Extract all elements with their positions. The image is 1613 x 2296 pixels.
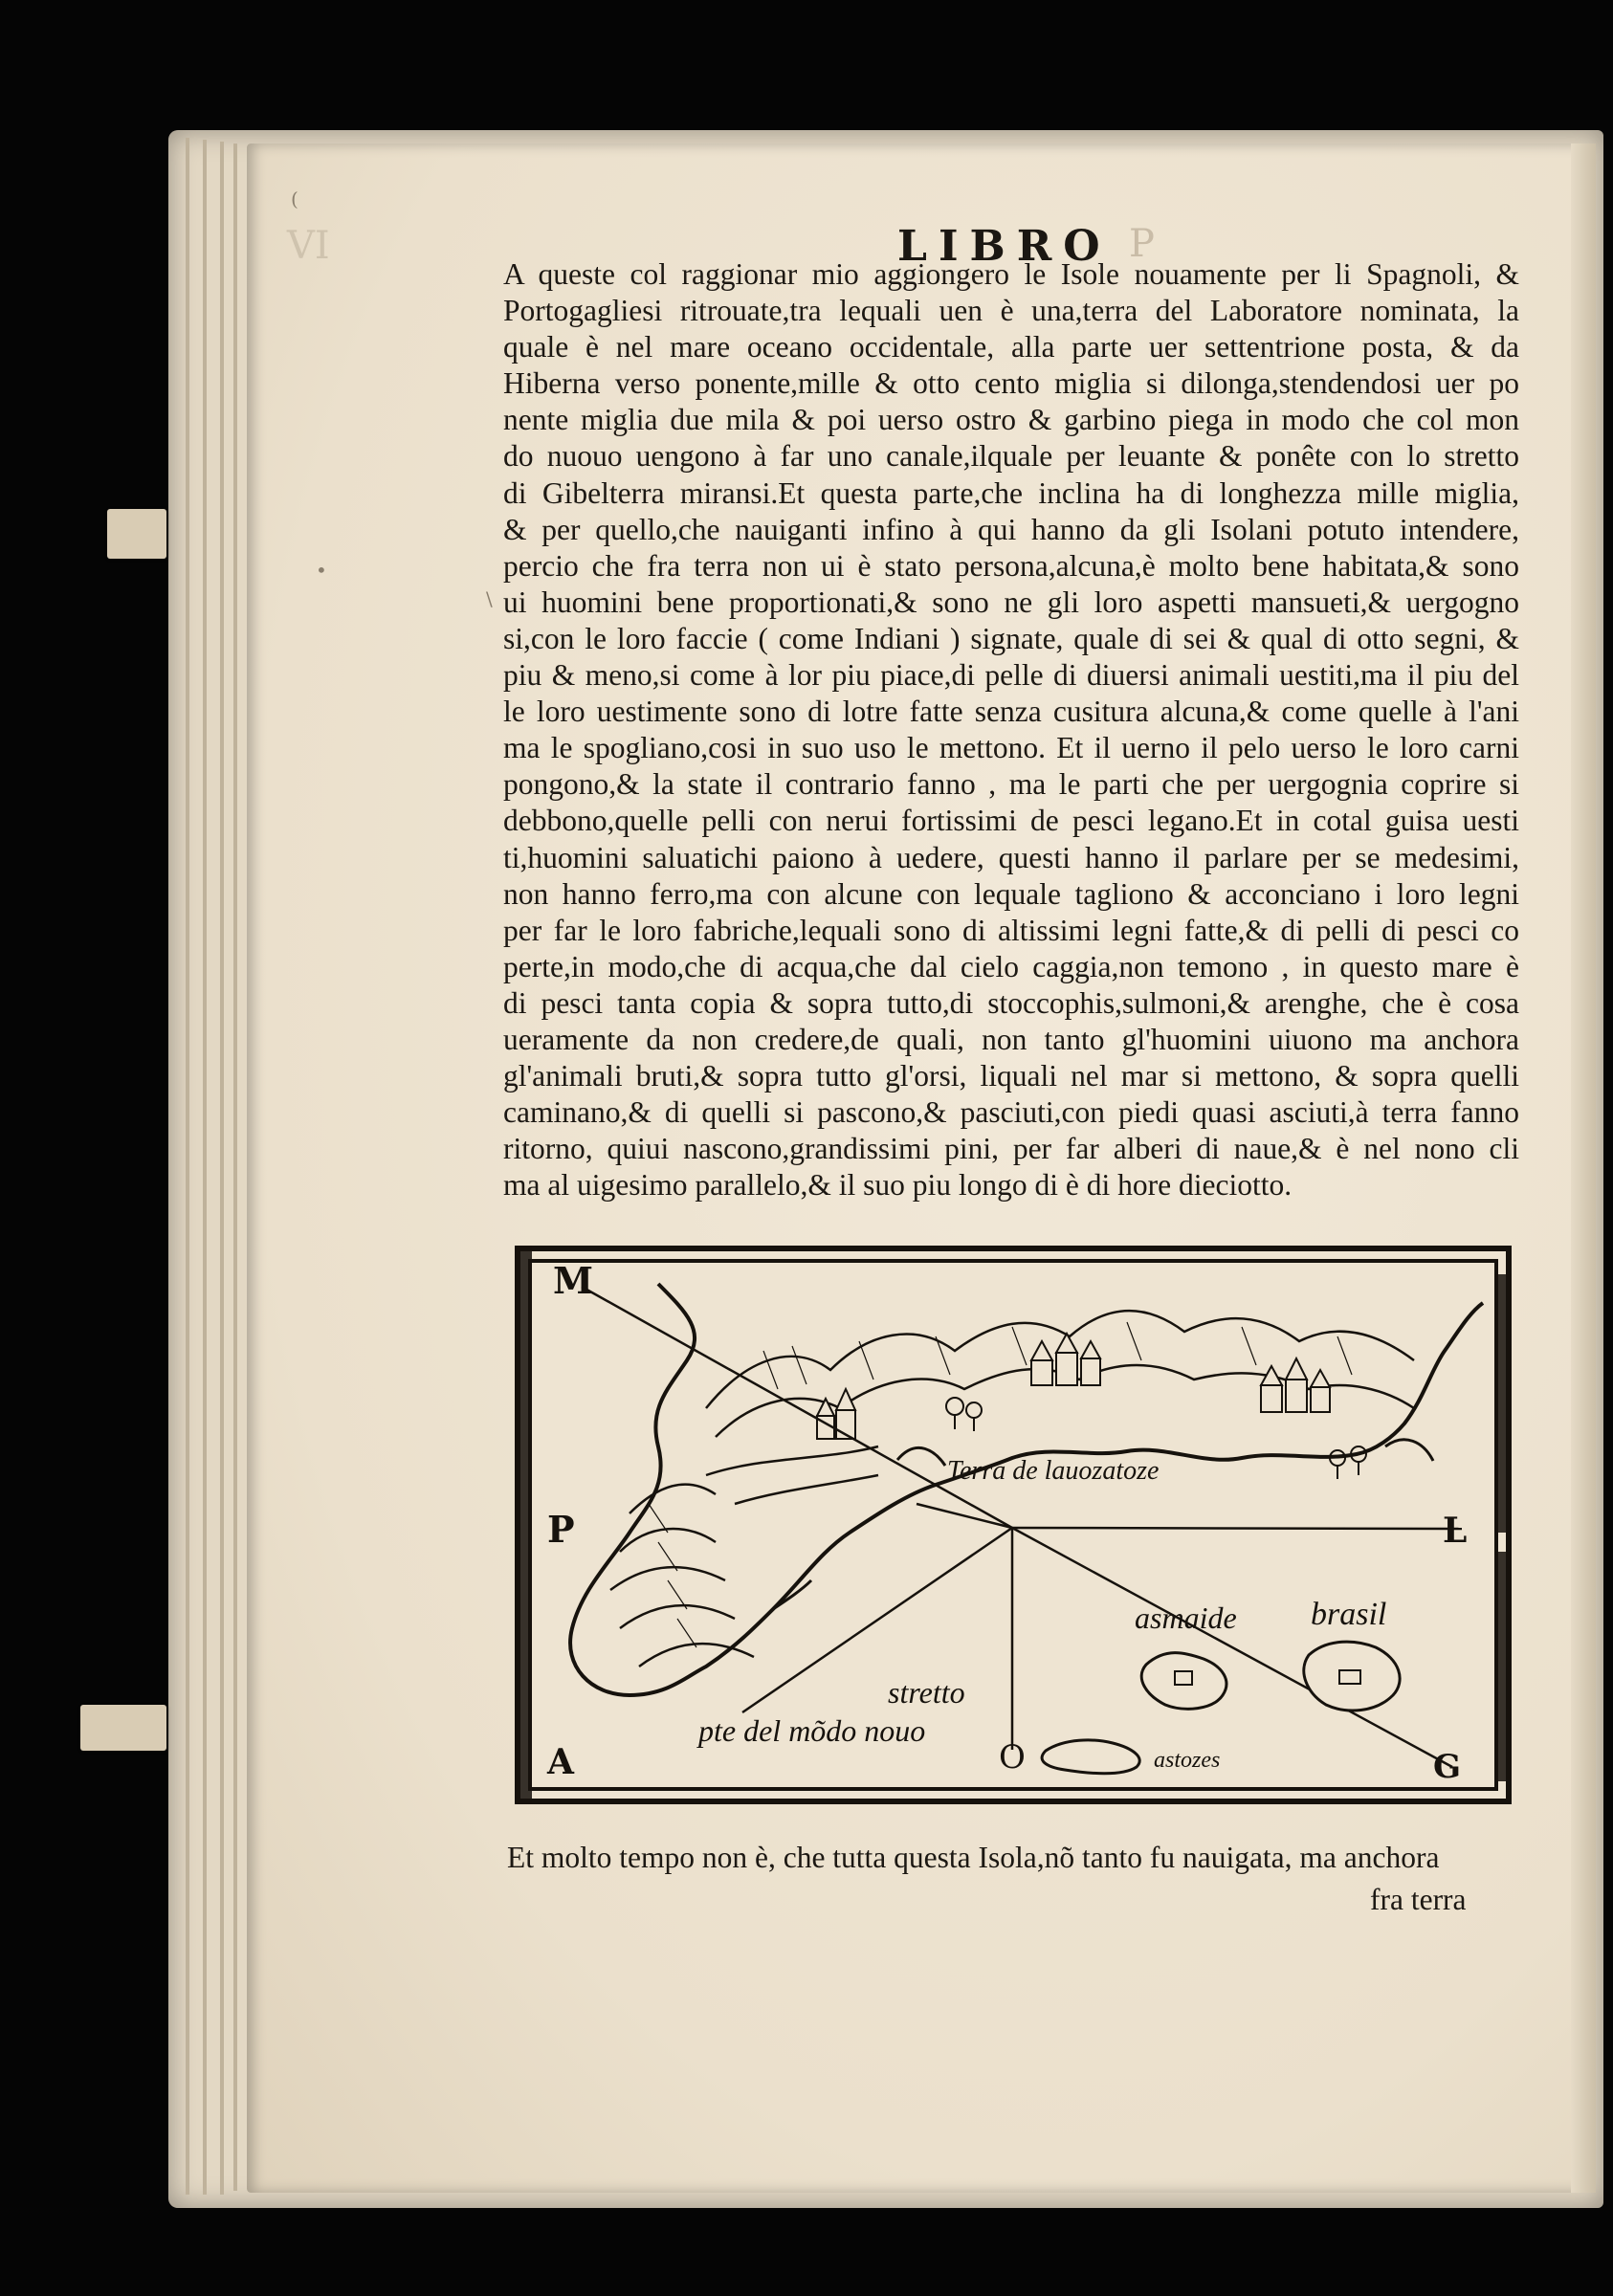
page-edge-right <box>1571 144 1596 2193</box>
page-edge-line <box>220 142 224 2195</box>
text-line: pongono,& la state il contrario fanno , ma le parti che per uergognia coprire si <box>503 767 1519 802</box>
text-line: nente miglia due mila & poi uerso ostro & garbino piega in modo che col mon <box>503 403 1519 437</box>
page-edge-line <box>233 144 237 2191</box>
map-svg <box>515 1246 1512 1804</box>
paper-tab <box>80 1705 166 1751</box>
caption-line: Et molto tempo non è, che tutta questa Isola,nõ tanto fu nauigata, ma anchora <box>507 1841 1440 1874</box>
text-line: percio che fra terra non ui è stato persona,alcuna,è molto bene habitata,& sono <box>503 548 1519 583</box>
text-line: gl'animali bruti,& sopra tutto gl'orsi, liquali nel mar si mettono, & sopra quelli <box>503 1059 1519 1093</box>
label-mondo-nouo: pte del mõdo nouo <box>698 1713 926 1748</box>
text-line: di pesci tanta copia & sopra tutto,di stoccophis,sulmoni,& arenghe, che è cosa <box>503 985 1519 1020</box>
margin-mark: ( <box>291 188 298 210</box>
bleed-through-folio: VI <box>287 224 330 268</box>
page-edge-line <box>203 140 207 2195</box>
label-stretto: stretto <box>888 1675 965 1710</box>
text-line: ma le spogliano,cosi in suo uso le mettono. Et il uerno il pelo uerso le loro carni <box>503 731 1519 765</box>
frame-right <box>1494 1274 1512 1533</box>
text-line: piu & meno,si come à lor piu piace,di pelle di diuersi animali uestiti,ma il piu del <box>503 658 1519 693</box>
text-line: le loro uestimente sono di lotre fatte senza cusitura alcuna,& come quelle à l'ani <box>503 695 1519 729</box>
text-line: ti,huomini saluatichi paiono à uedere, questi hanno il parlare per se medesimi, <box>503 840 1519 874</box>
woodcut-map <box>515 1246 1512 1804</box>
wind-letter-m: M <box>553 1259 594 1302</box>
text-line: ma al uigesimo parallelo,& il suo piu longo di è di hore dieciotto. <box>503 1168 1293 1203</box>
text-line: non hanno ferro,ma con alcune con lequale tagliono & acconciano i loro legni <box>503 876 1519 911</box>
text-line: per far le loro fabriche,lequali sono di altissimi legni fatte,& di pelli di pesci co <box>503 913 1519 947</box>
text-line: do nuouo uengono à far uno canale,ilquale per leuante & ponête con lo stretto <box>503 439 1519 474</box>
text-line: quale è nel mare oceano occidentale, alla parte uer settentrione posta, & da <box>503 330 1519 364</box>
label-asmaide: asmaide <box>1135 1601 1237 1635</box>
paper-tab <box>107 509 166 559</box>
margin-mark: \ <box>486 587 493 610</box>
wind-letter-g: G <box>1433 1748 1462 1786</box>
text-line: & per quello,che nauiganti infino à qui hanno da gli Isolani potuto intendere, <box>503 512 1519 546</box>
text-line: ui huomini bene proportionati,& sono ne gli loro aspetti mansueti,& uergogno <box>503 585 1519 619</box>
label-brasil: brasil <box>1311 1597 1387 1632</box>
label-astozes: astozes <box>1154 1748 1221 1773</box>
body-text <box>503 256 1519 1203</box>
text-line: A queste col raggionar mio aggiongero le Isole nouamente per li Spagnoli, & <box>503 257 1519 291</box>
wind-letter-l: L <box>1443 1511 1468 1551</box>
text-line: Hiberna verso ponente,mille & otto cento miglia si dilonga,stendendosi uer po <box>503 366 1519 401</box>
running-title: LIBRO <box>897 222 1112 271</box>
text-line: caminano,& di quelli si pascono,& pasciuti,con piedi quasi asciuti,à terra fanno <box>503 1095 1519 1130</box>
margin-mark: • <box>316 559 327 582</box>
text-line: di Gibelterra miransi.Et questa parte,che inclina ha di longhezza mille miglia, <box>503 475 1519 510</box>
text-line: ueramente da non credere,de quali, non tanto gl'huomini uiuono ma anchora <box>503 1022 1519 1056</box>
catchword: fra terra <box>1370 1883 1467 1916</box>
town-center <box>1031 1334 1100 1385</box>
island-brasil <box>1304 1642 1400 1711</box>
label-terra: Terra de lauozatoze <box>947 1456 1160 1486</box>
text-line: debbono,quelle pelli con nerui fortissimi de pesci legano.Et in cotal guisa uesti <box>503 804 1519 838</box>
text-line: ritorno, quiui nascono,grandissimi pini, per far alberi di naue,& è nel nono cli <box>503 1132 1519 1166</box>
text-line: Portogagliesi ritrouate,tra lequali uen è una,terra del Laboratore nominata, la <box>503 294 1519 328</box>
page-edge-line <box>186 138 189 2195</box>
wind-letter-a: A <box>547 1742 574 1782</box>
text-line: si,con le loro faccie ( come Indiani ) signate, quale di sei & qual di otto segni, & <box>503 621 1519 655</box>
bleed-through-title: P <box>1129 222 1164 266</box>
wind-letter-p: P <box>547 1508 575 1551</box>
text-line: perte,in modo,che di acqua,che dal cielo caggia,non temono , in questo mare è <box>503 949 1519 983</box>
frame-right <box>1494 1552 1512 1781</box>
frame-left <box>515 1246 532 1804</box>
wind-letter-o: O <box>999 1738 1026 1777</box>
